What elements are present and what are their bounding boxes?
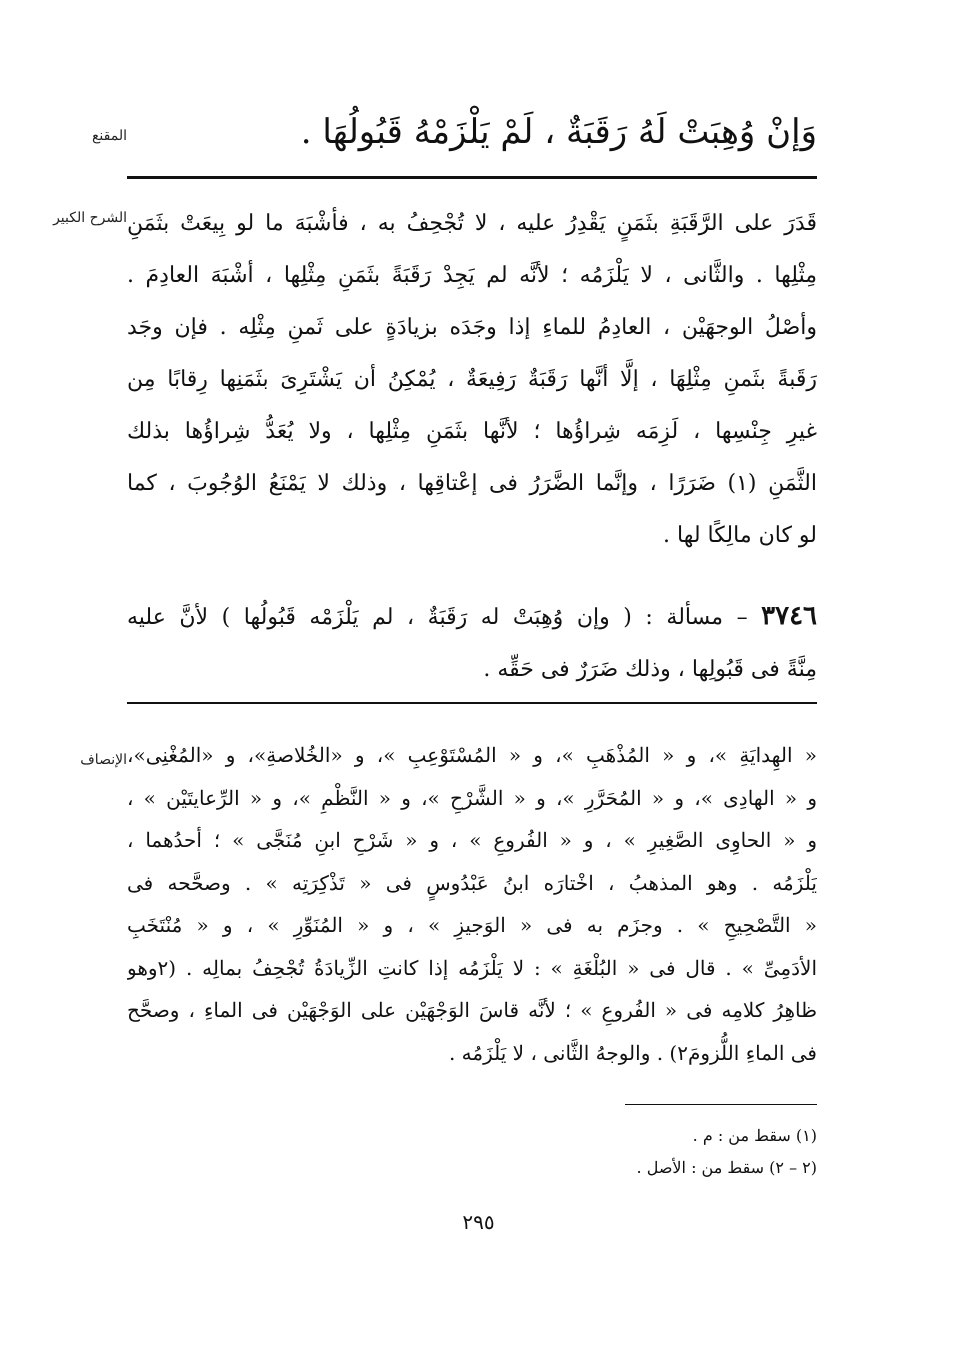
sharh-line: مِثْلِها . والثَّانى ، لا يَلْزَمُه ؛ لأنَّه لم يَجِدْ رَقَبَةً بثَمَنِ مِثْلِها ، أشْبَهَ العادِمَ . (127, 263, 817, 288)
page-number: ٢٩٥ (462, 1210, 495, 1234)
footnotes (417, 1120, 817, 1184)
section-divider-insaf (127, 702, 817, 704)
footnote: (٢ – ٢) سقط من : الأصل . (636, 1158, 817, 1177)
section-label-sharh: الشرح الكبير (53, 210, 127, 226)
masala-line-text: – مسألة : ( وإن وُهِبَتْ له رَقَبَةٌ ، لم يَلْزَمْه قَبُولُها ) لأنَّ عليه (127, 605, 748, 630)
masala-line (127, 590, 817, 644)
sharh-line: وأصْلُ الوجهَيْن ، العادِمُ للماءِ إذا وجَدَه بزيادَةٍ على ثَمنِ مِثْلِه . فإن وجَد (127, 315, 817, 340)
muqni-text: وَإنْ وُهِبَتْ لَهُ رَقَبَةٌ ، لَمْ يَلْزَمْهُ قَبُولُهَا . (300, 112, 817, 152)
insaf-line: و « الحاوِى الصَّغِيرِ » ، و « الفُروعِ » ، و « شَرْحِ ابنِ مُنَجَّى » ؛ أحدُهما ، (127, 828, 817, 852)
insaf-line: ظاهِرُ كلامِه فى « الفُروعِ » ؛ لأنَّه قاسَ الوَجْهَيْن على الوَجْهَيْن فى الماءِ ، وصحَّح (127, 998, 817, 1022)
sharh-line: لو كان مالِكًا لها . (663, 523, 817, 548)
sharh-line: غيرِ جِنْسِها ، لَزِمَه شِراؤُها ؛ لأنَّها بثَمَنِ مِثْلِها ، ولا يُعَدُّ شِراؤُها بذلك (127, 419, 817, 444)
insaf-line: « الهِدايَةِ »، و « المُذْهَبِ »، و « المُسْتَوْعِبِ »، و «الخُلاصةِ»، و «المُغْنِى»، (127, 743, 817, 767)
insaf-line: فى الماءِ اللُّزومَ٢) . والوجهُ الثَّانى ، لا يَلْزَمُه . (448, 1040, 817, 1065)
insaf-line: الأدَمِىِّ » . قال فى « البُلْغَةِ » : لا يَلْزَمُه إذا كانتِ الزِّيادَةُ تُجْحِفُ بمالِه . (٢وهو (127, 955, 817, 980)
sharh-line: الثَّمَنِ (١) ضَرَرًا ، وإنَّما الضَّرَرُ فى إعْتاقِها ، وذلك لا يَمْنَعُ الوُجُوبَ ، كما (127, 471, 817, 496)
sharh-line: رَقَبةً بثَمنِ مِثْلِهَا ، إلَّا أنَّها رَقَبَةٌ رَفِيعَةٌ ، يُمْكِنُ أن يَشْتَرِىَ بثَمَنِها رِقابًا مِن (127, 367, 817, 392)
section-label-muqni: المقنع (91, 128, 127, 144)
insaf-line: يَلْزَمُه . وهو المذهبُ ، اخْتارَه ابنُ عَبْدُوسٍ فى « تَذْكِرَتِه » . وصحَّحه فى (127, 870, 817, 895)
insaf-line: و « الهادِى »، و « المُحَرَّرِ »، و « الشَّرْحِ »، و « النَّظْمِ »، و « الرِّعايتَيْن » ، (127, 785, 817, 810)
sharh-line: قَدَرَ على الرَّقَبَةِ بثَمَنٍ يَقْدِرُ عليه ، لا تُجْحِفُ به ، فأشْبَهَ ما لو بِيعَتْ بثَمَنِ (127, 211, 817, 236)
section-divider-top (127, 176, 817, 179)
masala-line: مِنَّةً فى قَبُولِها ، وذلك ضَرَرٌ فى حَقِّه . (483, 657, 817, 682)
masala-paragraph (127, 590, 817, 696)
insaf-paragraph (127, 734, 817, 1074)
insaf-line: « التَّصْحِيحِ » . وجزَم به فى « الوَجيزِ » ، و « المُنَوِّرِ » ، و « مُنْتَخَبِ (127, 913, 817, 937)
footnote: (١) سقط من : م . (692, 1126, 817, 1145)
masala-number: ٣٧٤٦ (761, 601, 817, 631)
section-label-insaf: الإنصاف (80, 752, 127, 768)
footnote-divider (625, 1104, 817, 1105)
sharh-paragraph (127, 198, 817, 562)
